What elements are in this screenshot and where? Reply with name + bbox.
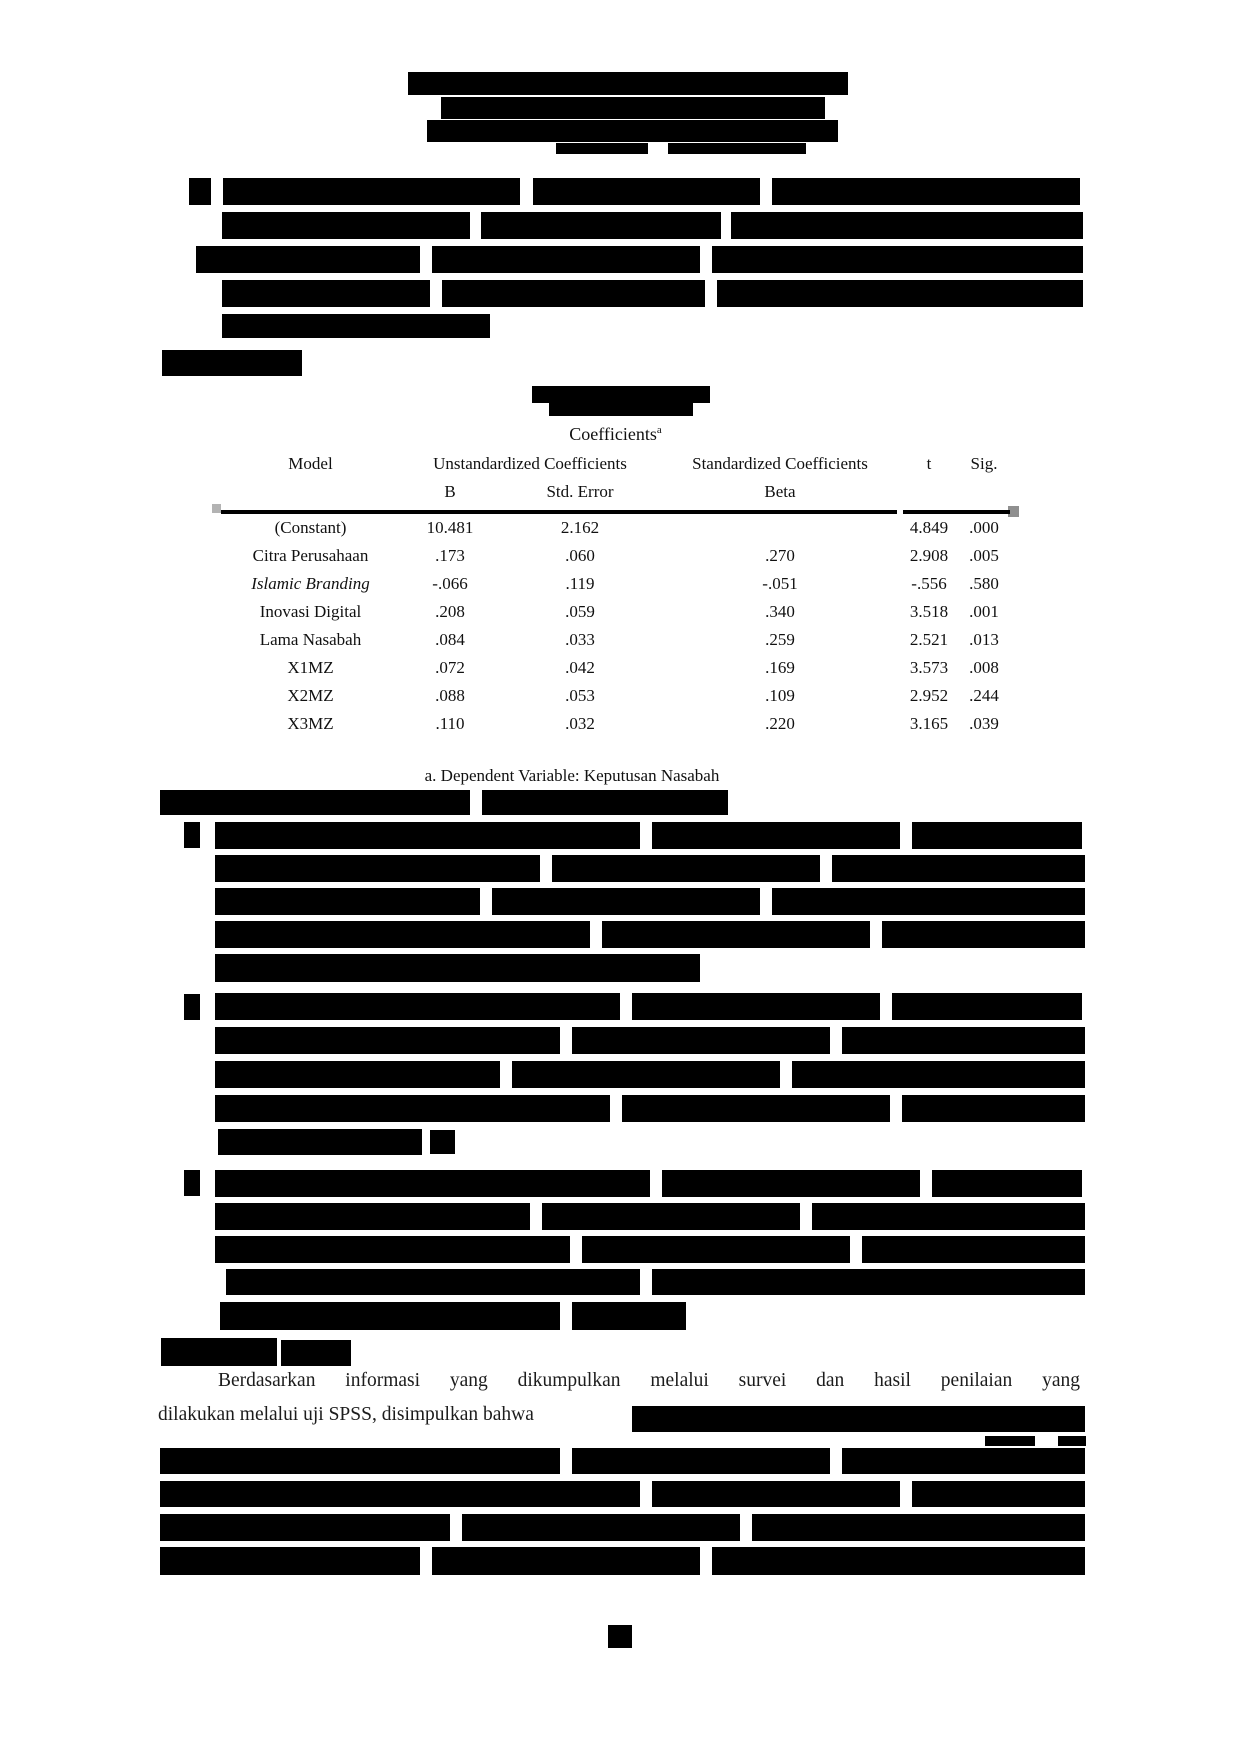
cell-se: .042 <box>565 658 595 677</box>
redaction-bar <box>602 921 870 948</box>
redaction-bar <box>668 143 806 154</box>
table-header-row-2 <box>221 478 1010 506</box>
redaction-bar <box>556 143 648 154</box>
cell-sig: .001 <box>969 602 999 621</box>
redaction-bar <box>752 1514 1085 1541</box>
cell-beta: .259 <box>765 630 795 649</box>
redaction-bar <box>215 954 700 982</box>
redaction-bar <box>184 822 200 848</box>
cell-beta: .270 <box>765 546 795 565</box>
redaction-bar <box>432 246 700 273</box>
redaction-bar <box>215 1203 530 1230</box>
redaction-bar <box>652 1481 900 1507</box>
redaction-bar <box>162 350 302 376</box>
cell-b: -.066 <box>432 574 468 593</box>
redaction-bar <box>772 178 1080 205</box>
redaction-bar <box>220 1302 560 1330</box>
cell-beta: -.051 <box>762 574 798 593</box>
redaction-bar <box>622 1095 890 1122</box>
redaction-bar <box>572 1302 686 1330</box>
cell-se: .053 <box>565 686 595 705</box>
cell-t: 2.521 <box>909 630 949 649</box>
redaction-bar <box>441 97 825 119</box>
redaction-bar <box>652 822 900 849</box>
redaction-bar <box>218 1129 422 1155</box>
redaction-bar <box>882 921 1085 948</box>
cell-b: .072 <box>435 658 465 677</box>
table-row <box>221 654 1010 682</box>
redaction-bar <box>408 72 848 95</box>
header-sig: Sig. <box>970 454 998 473</box>
header-beta: Beta <box>764 482 796 501</box>
table-body <box>221 514 1010 738</box>
cell-model: Lama Nasabah <box>259 630 362 649</box>
cell-t: 3.573 <box>909 658 949 677</box>
redaction-bar <box>222 280 430 307</box>
redaction-bar <box>542 1203 800 1230</box>
redaction-bar <box>892 993 1082 1020</box>
paragraph-line-2: dilakukan melalui uji SPSS, disimpulkan bahwa <box>158 1404 534 1425</box>
redaction-bar <box>215 1061 500 1088</box>
redaction-bar <box>281 1340 351 1366</box>
header-t: t <box>926 454 932 473</box>
redaction-bar <box>832 855 1085 882</box>
redaction-bar <box>215 1170 650 1197</box>
cell-b: .208 <box>435 602 465 621</box>
cell-sig: .580 <box>969 574 999 593</box>
header-b: B <box>444 482 456 501</box>
redaction-bar <box>552 855 820 882</box>
table-row <box>221 682 1010 710</box>
redaction-bar <box>430 1130 455 1154</box>
cell-model: Islamic Branding <box>251 574 370 593</box>
cell-se: .033 <box>565 630 595 649</box>
cell-model: Inovasi Digital <box>259 602 362 621</box>
redaction-bar <box>215 1027 560 1054</box>
cell-beta: .220 <box>765 714 795 733</box>
cell-t: 3.518 <box>909 602 949 621</box>
cell-model: X1MZ <box>287 658 334 677</box>
header-unstandardized: Unstandardized Coefficients <box>433 454 627 473</box>
cell-model: X3MZ <box>287 714 334 733</box>
redaction-bar <box>712 246 1083 273</box>
cell-model: Citra Perusahaan <box>252 546 369 565</box>
redaction-bar <box>712 1547 1085 1575</box>
cell-se: .119 <box>565 574 595 593</box>
redaction-bar <box>717 280 1083 307</box>
table-footnote: a. Dependent Variable: Keputusan Nasabah <box>424 766 720 785</box>
redaction-bar <box>215 1236 570 1263</box>
redaction-bar <box>160 790 470 815</box>
redaction-bar <box>212 504 221 513</box>
redaction-bar <box>1058 1436 1086 1446</box>
cell-sig: .013 <box>969 630 999 649</box>
redaction-bar <box>862 1236 1085 1263</box>
redaction-bar <box>912 1481 1085 1507</box>
redaction-bar <box>492 888 760 915</box>
redaction-bar <box>572 1027 830 1054</box>
paragraph-line-1: Berdasarkan informasi yang dikumpulkan melalui survei dan hasil penilaian yang <box>218 1370 1080 1391</box>
cell-sig: .244 <box>969 686 999 705</box>
redaction-bar <box>160 1448 560 1474</box>
cell-t: -.556 <box>911 574 947 593</box>
redaction-bar <box>215 1095 610 1122</box>
table-row <box>221 710 1010 738</box>
redaction-bar <box>912 822 1082 849</box>
redaction-bar <box>482 790 728 815</box>
table-row <box>221 570 1010 598</box>
header-model: Model <box>288 454 333 473</box>
redaction-bar <box>215 822 640 849</box>
cell-sig: .000 <box>969 518 999 537</box>
table-title <box>221 424 1010 445</box>
redaction-bar <box>222 212 470 239</box>
redaction-bar <box>189 178 211 205</box>
cell-b: .088 <box>435 686 465 705</box>
cell-t: 2.952 <box>909 686 949 705</box>
redaction-bar <box>215 993 620 1020</box>
cell-se: .059 <box>565 602 595 621</box>
cell-b: .173 <box>435 546 465 565</box>
cell-se: .060 <box>565 546 595 565</box>
redaction-bar <box>442 280 705 307</box>
redaction-bar <box>772 888 1085 915</box>
redaction-bar <box>572 1448 830 1474</box>
cell-se: 2.162 <box>560 518 600 537</box>
redaction-bar <box>215 888 480 915</box>
cell-b: .084 <box>435 630 465 649</box>
redaction-bar <box>215 921 590 948</box>
redaction-bar <box>184 1170 200 1196</box>
cell-se: .032 <box>565 714 595 733</box>
redaction-bar <box>160 1514 450 1541</box>
cell-t: 3.165 <box>909 714 949 733</box>
redaction-bar <box>161 1338 277 1366</box>
redaction-bar <box>196 246 420 273</box>
redaction-bar <box>608 1625 632 1648</box>
redaction-bar <box>160 1547 420 1575</box>
header-standardized: Standardized Coefficients <box>692 454 868 473</box>
table-title-superscript: a <box>656 424 662 436</box>
redaction-bar <box>223 178 520 205</box>
cell-beta: .169 <box>765 658 795 677</box>
redaction-bar <box>427 120 838 142</box>
header-std-error: Std. Error <box>546 482 614 501</box>
redaction-bar <box>842 1027 1085 1054</box>
redaction-bar <box>985 1436 1035 1446</box>
coefficients-table <box>221 450 1010 733</box>
table-title-text: Coefficients <box>569 424 657 444</box>
cell-beta: .340 <box>765 602 795 621</box>
redaction-bar <box>184 994 200 1020</box>
redaction-bar <box>462 1514 740 1541</box>
redaction-bar <box>731 212 1083 239</box>
redaction-bar <box>662 1170 920 1197</box>
table-row <box>221 626 1010 654</box>
redaction-bar <box>532 386 710 403</box>
cell-sig: .039 <box>969 714 999 733</box>
cell-t: 2.908 <box>909 546 949 565</box>
cell-b: .110 <box>435 714 465 733</box>
cell-sig: .008 <box>969 658 999 677</box>
cell-t: 4.849 <box>909 518 949 537</box>
table-header-row-1 <box>221 450 1010 478</box>
redaction-bar <box>632 993 880 1020</box>
redaction-bar <box>533 178 760 205</box>
cell-sig: .005 <box>969 546 999 565</box>
cell-beta: .109 <box>765 686 795 705</box>
redaction-bar <box>792 1061 1085 1088</box>
redaction-bar <box>582 1236 850 1263</box>
redaction-bar <box>632 1406 1085 1432</box>
cell-model: X2MZ <box>287 686 334 705</box>
redaction-bar <box>932 1170 1082 1197</box>
redaction-bar <box>652 1269 1085 1295</box>
redaction-bar <box>160 1481 640 1507</box>
redaction-bar <box>549 403 693 416</box>
redaction-bar <box>432 1547 700 1575</box>
cell-model: (Constant) <box>274 518 347 537</box>
redaction-bar <box>481 212 721 239</box>
redaction-bar <box>512 1061 780 1088</box>
table-row <box>221 514 1010 542</box>
redaction-bar <box>812 1203 1085 1230</box>
redaction-bar <box>215 855 540 882</box>
cell-b: 10.481 <box>426 518 474 537</box>
redaction-bar <box>226 1269 640 1295</box>
redaction-bar <box>842 1448 1085 1474</box>
table-row <box>221 542 1010 570</box>
redaction-bar <box>902 1095 1085 1122</box>
redaction-bar <box>222 314 490 338</box>
table-row <box>221 598 1010 626</box>
